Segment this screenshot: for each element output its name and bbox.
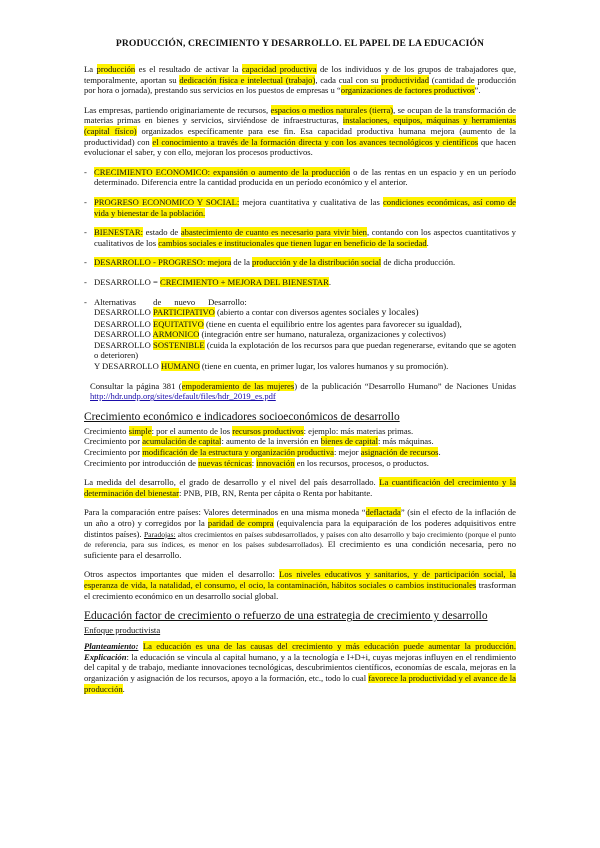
growth-simple [84,426,413,436]
text: : PNB, PIB, RN, Renta per cápita o Renta por habitante. [178,487,373,498]
highlight: CRECIMIENTO + MEJORA DEL BIENESTAR [159,276,329,287]
text: . [426,237,429,248]
highlight: CRECIMIENTO ECONOMICO: expansión o aumento de la producción [94,166,351,177]
text: que hacen evolucionar el saber, y con ello, mejoran los procesos productivos. [84,136,516,158]
highlight: La cuantificación del crecimiento y la determinación del bienestar [84,477,516,498]
paragraph-production [84,64,516,96]
highlight: ARMONICO [152,329,200,340]
text: DESARROLLO [94,329,153,340]
highlight: el conocimiento a través de la formación directa y con los avances tecnológicos y científicos [152,136,479,147]
text: , contando con los aspectos cuantitativos y cualitativos de los [94,227,516,248]
highlight: Los niveles educativos y sanitarios, y de participación social, la esperanza de vida, la natalidad, el consumo, el ocio, la contaminación, hábitos sociales o cambios institucionales [84,569,516,590]
paragraph-approach [84,641,516,694]
highlight: simple [128,425,152,436]
text: (tiene en cuenta, en primer lugar, los valores humanos y su promoción). [199,361,449,372]
text: estado de [142,227,181,238]
definition-progress [84,197,516,218]
text: (integración entre ser humano, naturaleza, organizaciones y colectivos) [199,329,446,340]
consult-note [84,381,516,402]
highlight: favorece la productividad y el avance de la producción [84,672,517,694]
highlight: La educación es una de las causas del crecimiento y más educación puede aumentar la producción. [142,641,516,652]
text: mejora cuantitativa y cualitativa de las [239,196,383,207]
highlight: BIENESTAR: [94,227,143,238]
text: : más máquinas. [378,436,434,447]
section-heading-education-factor: Educación factor de crecimiento o refuerzo de una estrategia de crecimiento y desarrollo [84,610,488,623]
text: La medida del desarrollo, el grado de desarrollo y el nivel del país desarrollado. [84,477,380,488]
text: ) de la publicación “Desarrollo Humano” de Naciones Unidas [294,380,516,391]
text: . [438,447,441,458]
highlight: abastecimiento de cuanto es necesario para vivir bien [180,227,367,238]
text: de los individuos y de los grupos de trabajadores que, temporalmente, aportan su [84,64,517,85]
highlight: HUMANO [161,361,200,372]
text: : por el aumento de los [151,425,233,436]
highlight: dedicación física e intelectual (trabajo) [179,74,316,85]
highlight: DESARROLLO - PROGRESO: [94,257,206,268]
text: Para la comparación entre países: Valores determinados en una misma moneda “ [84,507,366,518]
text: : [251,457,257,468]
text: Y DESARROLLO [94,361,161,372]
highlight: producción [96,64,136,74]
text: DESARROLLO [94,318,153,329]
highlight: paridad de compra [207,518,274,528]
document-title: PRODUCCIÓN, CRECIMIENTO Y DESARROLLO. EL PAPEL DE LA EDUCACIÓN [115,38,485,49]
text: ” (sin el efecto de la inflación de un año a otro) y corregidos por la [84,507,516,528]
text: organizados específicamente para ese fin. Esa capacidad productiva humana mejora (aumento de la productividad) con [84,125,516,147]
alt-sostenible [94,340,516,361]
definition-development-progress [84,257,516,268]
text: sociales y locales) [348,307,419,319]
text: . [328,276,331,287]
alt-armonico [94,329,516,340]
alternatives-intro: - Alternativas de nuevo Desarrollo: [94,296,247,307]
highlight: asignación de recursos [360,447,439,458]
text: , cada cual con su [315,74,382,85]
definition-wellbeing [84,227,516,248]
paragraph-companies [84,105,516,158]
highlight: mejora [205,257,232,268]
alt-equitativo [94,319,516,330]
highlight: recursos productivos [232,425,304,436]
text: La [84,64,97,74]
highlight: bienes de capital [320,436,378,447]
highlight: empoderamiento de las mujeres [181,380,295,391]
growth-types [84,426,516,468]
text: (cantidad de producción por hora o jornada), prestando sus servicios en los puestos de empresas u “ [84,74,516,96]
text: : mejor [333,447,361,458]
text: , se ocupan de la transformación de materias primas en bienes y servicios, sirviéndose de infraestructuras, [84,104,516,126]
text: Crecimiento [84,425,129,436]
text: de dicha producción. [381,257,456,268]
text: trasforman el crecimiento económico en un desarrollo social global. [84,579,517,601]
text: El crecimiento es una condición necesaria, pero no suficiente para el desarrollo. [84,539,516,560]
paragraph-comparison [84,507,516,560]
definition-development-formula [84,277,516,288]
text: : la educación se vincula al capital humano, y a la tecnología e I+D+i, cuyas mejoras influyen en el rendimiento del capital y de trabajo, mediante innovaciones tecnológicas, descubrimientos científicos, economías de escala, mejoras en la organización y asignación de los recursos, apoyo a la formación, etc., todo lo cual [84,651,516,683]
text: DESARROLLO [94,339,154,350]
highlight: espacios o medios naturales (tierra) [270,104,394,115]
highlight: EQUITATIVO [152,318,204,329]
highlight: PARTICIPATIVO [152,307,215,318]
text: (cuida la explotación de los recursos para que puedan regenerarse, evitando que se agoten o deterioren) [94,339,517,361]
text: Consultar la página 381 ( [90,380,182,391]
highlight: cambios sociales e institucionales que tienen lugar en beneficio de la sociedad [158,237,427,248]
highlight: innovación [256,457,295,468]
growth-structure [84,447,441,457]
text: ”. [474,85,481,96]
text: o de las rentas en un espacio y en un período determinado. Diferencia entre la cantidad producida en un período económico y el anterior. [94,166,516,188]
highlight: productividad [381,74,430,85]
approach-label: Planteamiento: [84,641,139,652]
text: altos crecimientos en países subdesarrollados, y países con alto desarrollo y bajo crecimiento (porque el punto de referencia, para sus índices, es menor en los países subdesarrollados). [84,529,516,550]
definition-growth [84,167,516,188]
text: en los recursos, procesos, o productos. [294,457,429,468]
text: DESARROLLO [94,307,153,318]
subheading-productivist: Enfoque productivista [84,625,161,636]
text: (equivalencia para la equiparación de los poderes adquisitivos entre distintos países). [84,518,516,539]
growth-techniques [84,458,429,468]
text: Crecimiento por [84,436,143,447]
paradox-label: Paradojas: [143,529,176,539]
highlight: instalaciones, equipos, máquinas y herramientas (capital físico) [84,115,516,136]
highlight: modificación de la estructura y organización productiva [142,447,334,458]
text: es el resultado de activar la [135,64,242,74]
alternatives-list [84,297,516,372]
highlight: acumulación de capital [142,436,222,447]
definitions-list [84,167,516,372]
text: DESARROLLO = [94,276,160,287]
highlight: deflactada [365,507,401,518]
paragraph-measurement [84,477,516,498]
growth-capital [84,436,434,446]
section-heading-growth-indicators: Crecimiento económico e indicadores socioeconómicos de desarrollo [84,410,400,423]
highlight: PROGRESO ECONOMICO Y SOCIAL: [94,196,240,207]
text: (abierto a contar con diversos agentes [214,307,349,318]
highlight: condiciones económicas, así como de vida y bienestar de la población. [94,196,516,218]
highlight: SOSTENIBLE [153,339,205,350]
highlight: nuevas técnicas [198,457,252,468]
text: : aumento de la inversión en [221,436,321,447]
undp-report-link[interactable]: http://hdr.undp.org/sites/default/files/hdr_2019_es.pdf [90,391,276,402]
text: (tiene en cuenta el equilibrio entre los agentes para favorecer su igualdad), [203,318,462,329]
paragraph-other-aspects [84,569,516,601]
highlight: producción y de la distribución social [252,257,382,268]
explanation-label: Explicación [84,651,127,662]
text: de la [231,257,253,268]
text: : ejemplo: más materias primas. [303,425,414,436]
alt-participativo [94,307,516,319]
text: Crecimiento por introducción de [84,457,199,468]
text: Las empresas, partiendo originariamente de recursos, [84,104,271,115]
alt-humano [94,361,516,372]
text: Crecimiento por [84,447,143,458]
text: . [122,683,125,694]
highlight: organizaciones de factores productivos [340,85,475,96]
highlight: capacidad productiva [241,64,317,74]
text: Otros aspectos importantes que miden el desarrollo: [84,569,280,580]
